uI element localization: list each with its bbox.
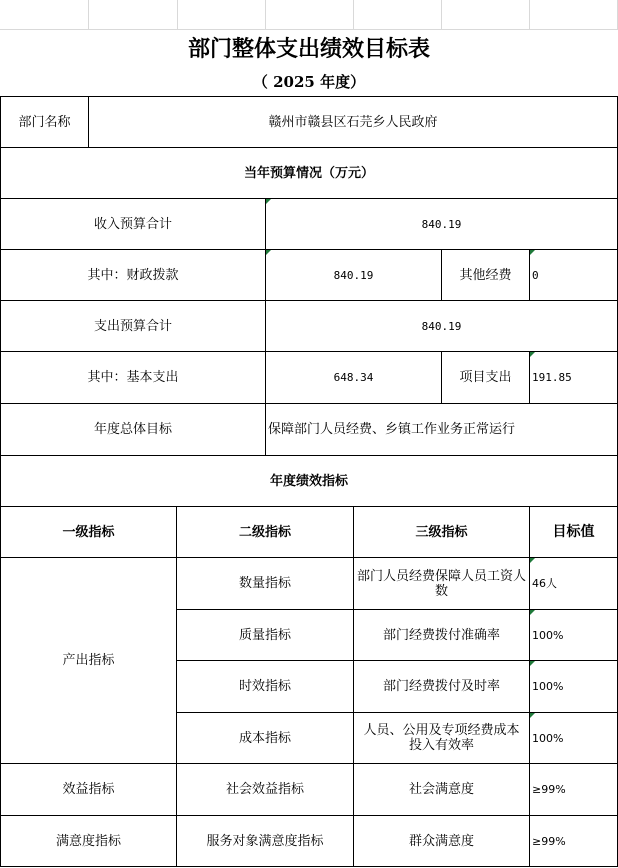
target-row-0 [530,558,618,610]
level3-row-0: 部门人员经费保障人员工资人数 [354,558,530,610]
cell-marker-icon [266,250,271,255]
income-total-text: 840.19 [421,217,462,231]
fiscal-text: 840.19 [333,268,374,282]
level2-quality: 质量指标 [177,610,354,661]
income-total-value [266,199,618,250]
level3-row-3: 人员、公用及专项经费成本投入有效率 [354,713,530,764]
cell-marker-icon [530,250,535,255]
basic-expense-label: 其中：基本支出 [0,352,266,404]
target-text-2: 100% [532,680,564,693]
level1-satisfaction: 满意度指标 [0,816,177,867]
level2-social-benefit: 社会效益指标 [177,764,354,816]
annual-goal-label: 年度总体目标 [0,404,266,456]
target-row-2 [530,661,618,713]
level3-row-5: 群众满意度 [354,816,530,867]
year-subtitle: （ 2025 年度） [0,68,618,96]
level3-row-1: 部门经费拨付准确率 [354,610,530,661]
level3-row-4: 社会满意度 [354,764,530,816]
level2-timeliness: 时效指标 [177,661,354,713]
project-expense-label: 项目支出 [442,352,530,404]
annual-goal-value: 保障部门人员经费、乡镇工作业务正常运行 [266,404,618,456]
page-title: 部门整体支出绩效目标表 [0,30,618,68]
cell-marker-icon [530,610,535,615]
level2-cost: 成本指标 [177,713,354,764]
cell-marker-icon [530,352,535,357]
project-expense-value [530,352,618,404]
col-target: 目标值 [530,507,618,558]
indicators-header: 年度绩效指标 [0,456,618,507]
col-level2: 二级指标 [177,507,354,558]
fiscal-label: 其中：财政拨款 [0,250,266,301]
fiscal-value [266,250,442,301]
target-row-3 [530,713,618,764]
level2-quantity: 数量指标 [177,558,354,610]
target-text-1: 100% [532,628,564,642]
level1-benefit: 效益指标 [0,764,177,816]
cell-marker-icon [530,558,535,563]
other-funds-label: 其他经费 [442,250,530,301]
target-row-5: ≥99% [530,816,618,867]
level3-row-2: 部门经费拨付及时率 [354,661,530,713]
cell-marker-icon [530,661,535,666]
department-label: 部门名称 [0,96,89,148]
cell-marker-icon [530,713,535,718]
col-level1: 一级指标 [0,507,177,558]
basic-expense-value: 648.34 [266,352,442,404]
target-text-0: 46人 [532,577,557,590]
budget-header: 当年预算情况（万元） [0,148,618,199]
expense-total-value: 840.19 [266,301,618,352]
col-level3: 三级指标 [354,507,530,558]
cell-marker-icon [266,199,271,204]
expense-total-label: 支出预算合计 [0,301,266,352]
target-text-3: 100% [532,731,564,745]
sheet-gridlines [0,0,618,30]
level1-output: 产出指标 [0,558,177,764]
target-row-1 [530,610,618,661]
target-row-4: ≥99% [530,764,618,816]
level2-service-satisfaction: 服务对象满意度指标 [177,816,354,867]
department-name: 赣州市赣县区石芫乡人民政府 [89,96,618,148]
income-total-label: 收入预算合计 [0,199,266,250]
project-expense-text: 191.85 [532,371,572,384]
other-funds-value [530,250,618,301]
other-funds-text: 0 [532,268,539,282]
